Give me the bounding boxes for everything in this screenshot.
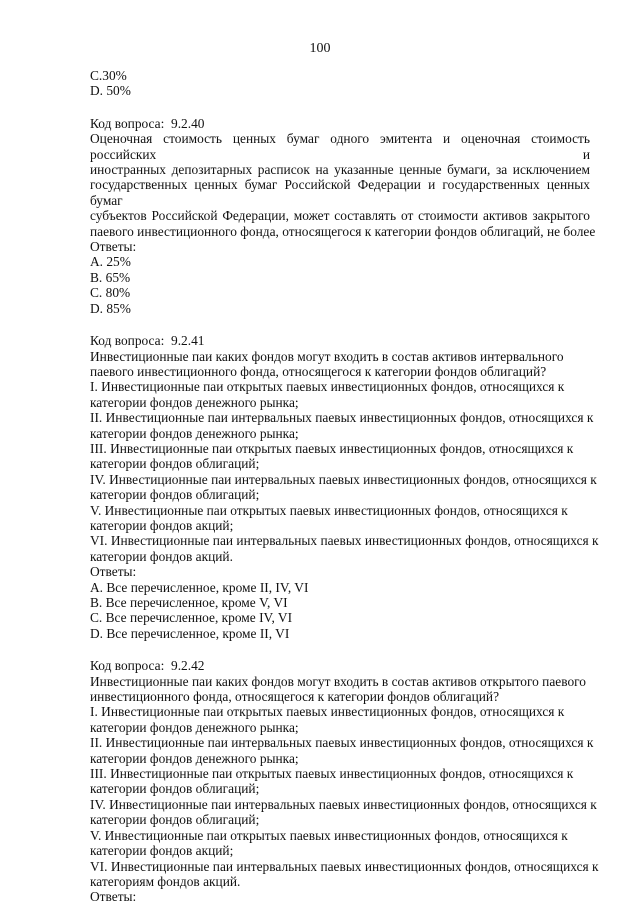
- answer-option: C. 80%: [90, 285, 131, 301]
- question-text-line: V. Инвестиционные паи открытых паевых инвестиционных фондов, относящихся к: [90, 502, 568, 518]
- answer-option: D. Все перечисленное, кроме II, VI: [90, 625, 290, 641]
- question-text-line: III. Инвестиционные паи открытых паевых инвестиционных фондов, относящихся к: [90, 440, 574, 456]
- question-text-line: паевого инвестиционного фонда, относящегося к категории фондов облигаций, не более: [90, 223, 596, 239]
- question-text-line: IV. Инвестиционные паи интервальных паевых инвестиционных фондов, относящихся к: [90, 471, 597, 487]
- question-code: Код вопроса: 9.2.41: [90, 333, 205, 349]
- answers-label: Ответы:: [90, 239, 137, 255]
- question-text-line: категории фондов акций.: [90, 548, 233, 564]
- answer-option: D. 50%: [90, 83, 131, 99]
- question-text-line: Оценочная стоимость ценных бумаг одного эмитента и оценочная стоимость российских и: [90, 131, 590, 162]
- question-text-line: VI. Инвестиционные паи интервальных паевых инвестиционных фондов, относящихся к: [90, 533, 599, 549]
- answer-option: B. 65%: [90, 269, 131, 285]
- question-text-line: V. Инвестиционные паи открытых паевых инвестиционных фондов, относящихся к: [90, 827, 568, 843]
- question-block: [90, 115, 596, 316]
- answer-option: C.30%: [90, 68, 127, 83]
- question-text-line: Инвестиционные паи каких фондов могут входить в состав активов открытого паевого: [90, 673, 587, 689]
- question-text-line: категории фондов акций;: [90, 517, 234, 533]
- page-number: 100: [309, 41, 331, 56]
- question-block: [90, 333, 599, 641]
- question-text-line: категориям фондов акций.: [90, 873, 241, 889]
- question-text-line: категории фондов денежного рынка;: [90, 719, 299, 735]
- question-text-line: категории фондов облигаций;: [90, 781, 260, 797]
- question-text-line: субъектов Российской Федерации, может составлять от стоимости активов закрытого: [90, 208, 590, 224]
- page-content: [90, 68, 599, 905]
- question-code: Код вопроса: 9.2.40: [90, 115, 205, 131]
- previous-answers: [90, 68, 590, 99]
- answer-option: A. 25%: [90, 254, 131, 270]
- question-text-line: категории фондов облигаций;: [90, 456, 260, 472]
- question-text-line: I. Инвестиционные паи открытых паевых инвестиционных фондов, относящихся к: [90, 379, 565, 395]
- question-text-line: категории фондов денежного рынка;: [90, 394, 299, 410]
- question-text-line: II. Инвестиционные паи интервальных паевых инвестиционных фондов, относящихся к: [90, 735, 594, 751]
- question-text-line: категории фондов облигаций;: [90, 487, 260, 503]
- question-block: [90, 658, 599, 905]
- answer-option: B. Все перечисленное, кроме V, VI: [90, 595, 288, 610]
- answer-option: C. Все перечисленное, кроме IV, VI: [90, 610, 293, 626]
- question-text-line: паевого инвестиционного фонда, относящегося к категории фондов облигаций?: [90, 363, 547, 379]
- question-text-line: категории фондов облигаций;: [90, 812, 260, 828]
- answer-option: D. 85%: [90, 300, 131, 316]
- question-text-line: государственных ценных бумаг Российской Федерации и государственных ценных бумаг: [90, 177, 590, 208]
- answers-label: Ответы:: [90, 564, 137, 580]
- question-text-line: иностранных депозитарных расписок на указанные ценные бумаги, за исключением: [90, 162, 590, 178]
- question-text-line: категории фондов акций;: [90, 843, 234, 859]
- answer-option: A. Все перечисленное, кроме II, IV, VI: [90, 579, 309, 595]
- question-text-line: IV. Инвестиционные паи интервальных паевых инвестиционных фондов, относящихся к: [90, 796, 597, 812]
- question-text-line: Инвестиционные паи каких фондов могут входить в состав активов интервального: [90, 348, 564, 364]
- question-text-line: I. Инвестиционные паи открытых паевых инвестиционных фондов, относящихся к: [90, 704, 565, 720]
- question-text-line: II. Инвестиционные паи интервальных паевых инвестиционных фондов, относящихся к: [90, 410, 594, 426]
- question-text-line: категории фондов денежного рынка;: [90, 750, 299, 766]
- question-text-line: III. Инвестиционные паи открытых паевых инвестиционных фондов, относящихся к: [90, 766, 574, 782]
- question-text-line: VI. Инвестиционные паи интервальных паевых инвестиционных фондов, относящихся к: [90, 858, 599, 874]
- answers-label: Ответы:: [90, 889, 137, 905]
- question-text-line: категории фондов денежного рынка;: [90, 425, 299, 441]
- question-text-line: инвестиционного фонда, относящегося к категории фондов облигаций?: [90, 689, 500, 705]
- question-code: Код вопроса: 9.2.42: [90, 658, 205, 674]
